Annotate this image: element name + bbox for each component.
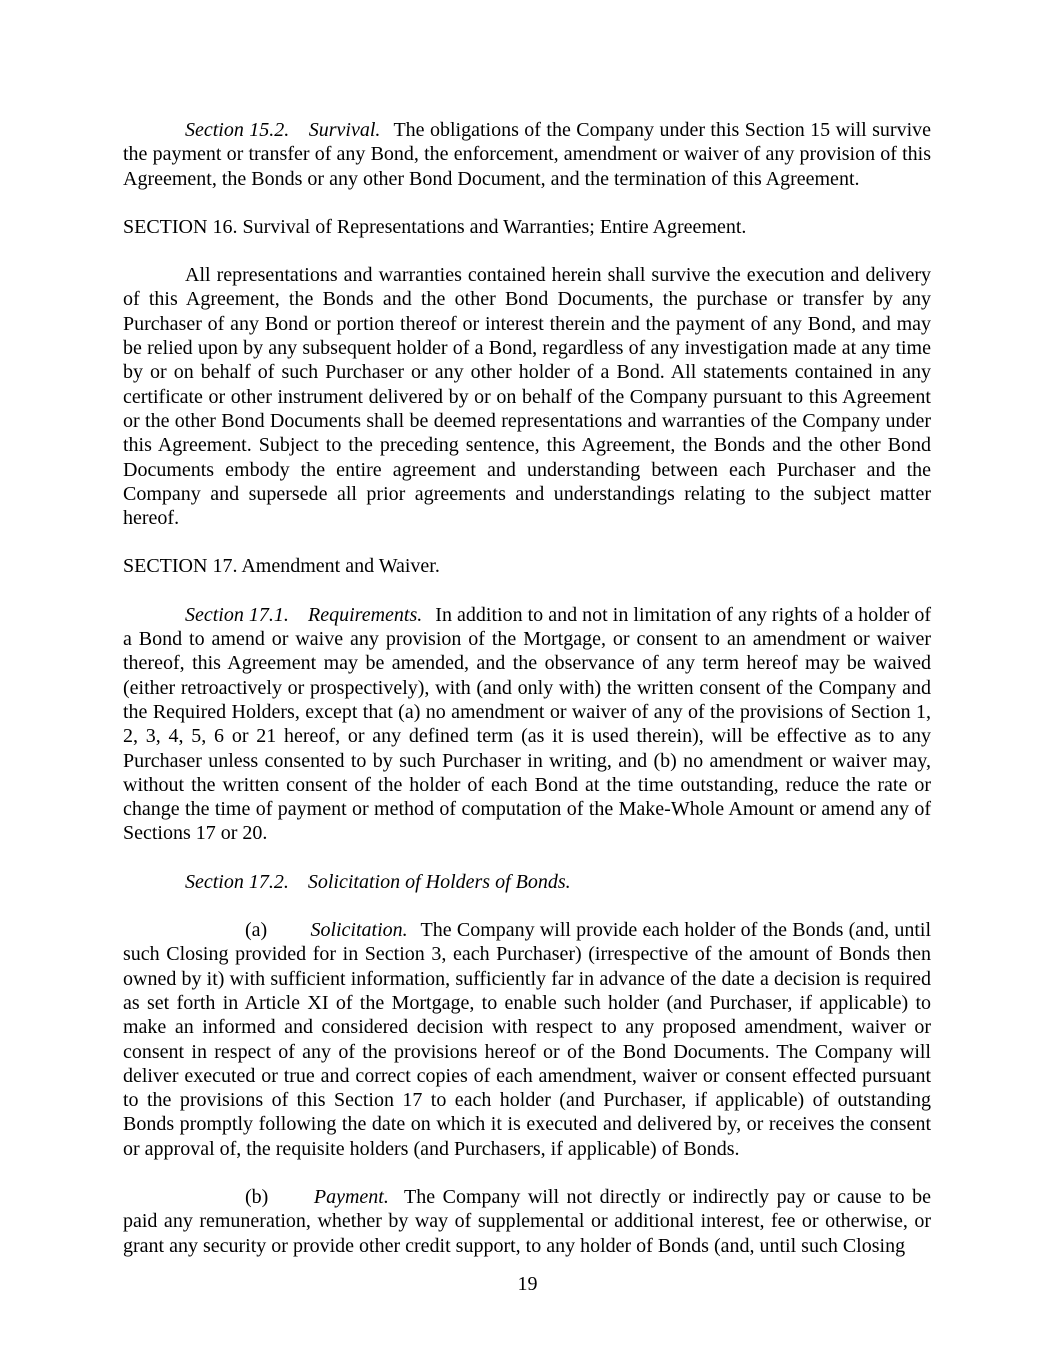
- paragraph-item-a: [123, 918, 931, 1161]
- section-17-1-label: Section 17.1.: [185, 603, 289, 626]
- paragraph-section-16: [123, 263, 931, 530]
- item-b-text: The Company will not directly or indirectly pay or cause to be paid any remuneration, whether by way of supplemental or additional interest, fee or otherwise, or grant any security or provide other credit support, to any holder of Bonds (and, until such Closing: [123, 1185, 932, 1257]
- section-17-2-title: Solicitation of Holders of Bonds.: [307, 870, 571, 893]
- section-17-1-title: Requirements.: [308, 603, 423, 626]
- item-a-label: (a): [245, 919, 268, 942]
- item-b-title: Payment.: [313, 1185, 389, 1208]
- paragraph-item-b: [123, 1185, 931, 1258]
- item-b-label: (b): [245, 1185, 269, 1208]
- section-15-2-label: Section 15.2.: [185, 119, 290, 141]
- section-16-text: All representations and warranties contained herein shall survive the execution and delivery of this Agreement, the Bonds and the other Bond Documents, the purchase or transfer by any Purchaser of any Bond or portion thereof or interest therein and the payment of any Bond, and may be relied upon by any subsequent holder of a Bond, regardless of any investigation made at any time by or on behalf of such Purchaser or any other holder of a Bond. All statements contained in any certificate or other instrument delivered by or on behalf of the Company pursuant to this Agreement or the other Bond Documents shall be deemed representations and warranties of the Company under this Agreement. Subject to the preceding sentence, this Agreement, the Bonds and the other Bond Documents embody the entire agreement and understanding between each Purchaser and the Company and supersede all prior agreements and understandings relating to the subject matter hereof.: [123, 264, 931, 530]
- heading-section-17-2: [123, 870, 931, 894]
- document-body: [123, 118, 931, 1282]
- paragraph-section-15-2: [123, 118, 931, 191]
- item-a-text: The Company will provide each holder of the Bonds (and, until such Closing provided for in Section 3, each Purchaser) (irrespective of the amount of Bonds then owned by it) with sufficient information, sufficiently far in advance of the date a decision is required as set forth in Article XI of the Mortgage, to enable such holder (and Purchaser, if applicable) to make an informed and considered decision with respect to any proposed amendment, waiver or consent in respect of any of the provisions hereof or of the Bond Documents. The Company will deliver executed or true and correct copies of each amendment, waiver or consent effected pursuant to the provisions of this Section 17 to each holder (and Purchaser, if applicable) of outstanding Bonds promptly following the date on which it is executed and delivered by, or receives the consent or approval of, the requisite holders (and Purchasers, if applicable) of Bonds.: [123, 919, 932, 1160]
- section-15-2-title: Survival.: [308, 119, 381, 141]
- page-number: 19: [517, 1273, 538, 1295]
- section-15-2-text: The obligations of the Company under this Section 15 will survive the payment or transfer of any Bond, the enforcement, amendment or waiver of any provision of this Agreement, the Bonds or any other Bond Document, and the termination of this Agreement.: [123, 119, 932, 190]
- heading-section-17: SECTION 17. Amendment and Waiver.: [123, 555, 440, 578]
- item-a-title: Solicitation.: [310, 919, 408, 942]
- section-17-1-text: In addition to and not in limitation of any rights of a holder of a Bond to amend or waive any provision of the Mortgage, or consent to an amendment or waiver thereof, this Agreement may be amended, and the observance of any term hereof may be waived (either retroactively or prospectively), with (and only with) the written consent of the Company and the Required Holders, except that (a) no amendment or waiver of any of the provisions of Section 1, 2, 3, 4, 5, 6 or 21 hereof, or any defined term (as it is used therein), will be effective as to any Purchaser unless consented to by such Purchaser in writing, and (b) no amendment or waiver may, without the written consent of the holder of each Bond at the time outstanding, reduce the rate or change the time of payment or method of computation of the Make-Whole Amount or amend any of Sections 17 or 20.: [123, 603, 931, 845]
- section-17-2-label: Section 17.2.: [185, 870, 289, 893]
- paragraph-section-17-1: [123, 603, 931, 846]
- heading-section-16: SECTION 16. Survival of Representations and Warranties; Entire Agreement.: [123, 215, 747, 238]
